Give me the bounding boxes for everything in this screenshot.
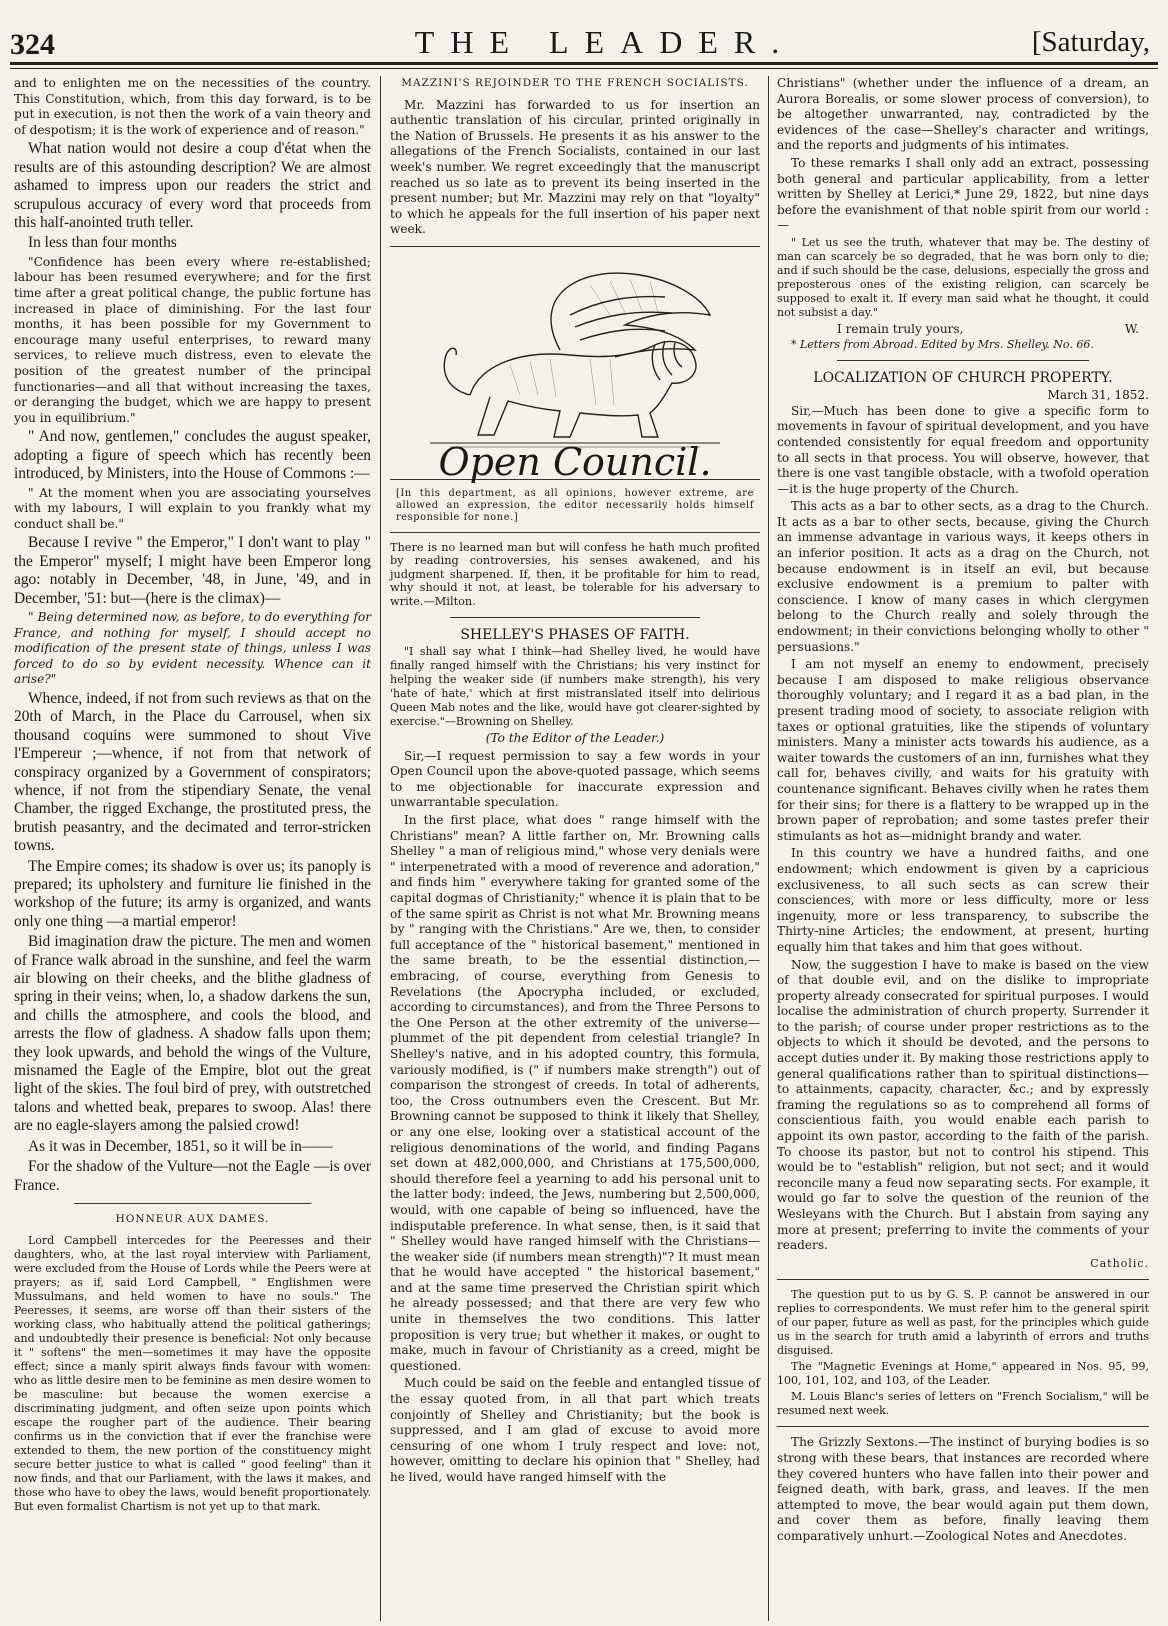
paragraph: In less than four months <box>28 234 177 252</box>
paragraph: "Confidence has been every where re-established; labour has been resumed everywhere; and for the first time after a great political change, the public fortune has increased in place of diminishing. For the last four months, it has been possible for my Government to encourage many useful enterprises, to reward many services, to relieve much distress, even to elevate the position of the greatest number of the principal functionaries—and all that without increasing the taxes, or deranging the budget, which we are happy to present you in equilibrium." <box>14 254 371 425</box>
winged-lion-illustration <box>410 255 740 455</box>
header-rule-thin <box>10 68 1158 69</box>
paragraph: Sir,—Much has been done to give a specific form to movements in favour of spiritual development, and you have contended consistently for equal freedom and opportunity to all sects in that process. You will observe, however, that there is one vast tangible obstacle, with a twofold operation—it is the huge property of the Church. <box>777 403 1149 496</box>
column-divider-2 <box>768 76 769 1621</box>
section-rule <box>390 246 760 247</box>
paragraph: Bid imagination draw the picture. The men and women of France walk abroad in the sunshine, and feel the warm air blowing on their cheeks, and the blithe gladness of spring in their veins; when, lo, a shadow darkens the sun, and chills the atmosphere, and cools the blood, and arrests the flow of gladness. A shadow falls upon them; they look upwards, and behold the wings of the Vulture, misnamed the Eagle of the Empire, blot out the great light of the skies. The foul bird of prey, with outstretched talons and whetted beak, prepares to swoop. Alas! there are no eagle-slayers among the palsied crowd! <box>14 933 371 1135</box>
paragraph: I am not myself an enemy to endowment, precisely because I am disposed to make religious observance thoroughly voluntary; and I regard it as a bad plan, in the present trading mood of society, to associate religion with taxes or optional gratuities, like the stipends of voluntary ministers. Many a minister acts towards his audience, as a waiter towards the customers of an inn, furnishes what they call for, behaves civilly, and waits for his gratuity with countenance significant. Behaves civilly when he rates them for their sins; for there is a flattery to be wrapped up in the brown paper of reprobation; and some tastes prefer their stimulants as hot as—midnight brandy and water. <box>777 657 1149 843</box>
paragraph: " At the moment when you are associating yourselves with my labours, I will explain to you frankly what my conduct shall be." <box>14 485 371 531</box>
open-council-title: Open Council. <box>438 439 712 484</box>
paragraph: " And now, gentlemen," concludes the august speaker, adopting a figure of speech which has recently been introduced, by Ministers, into the House of Commons :— <box>14 428 371 483</box>
column-divider-1 <box>380 76 381 1621</box>
paragraph: This acts as a bar to other sects, as a drag to the Church. It acts as a bar to other sects, because, giving the Church an immense advantage in various ways, it keeps others in an inferior position. It acts as a drag on the Church, not because endowment is in itself an evil, but because exclusive endowment is a premium to palter with conscience. I know of many cases in which clergymen belong to the Church really and solely through the endowment; in their convictions belonging wholly to other " persuasions." <box>777 499 1149 654</box>
page-header <box>0 0 1168 70</box>
signoff <box>777 322 1149 338</box>
section-rule <box>450 617 700 618</box>
letter-date: March 31, 1852. <box>1047 388 1149 403</box>
paragraph: Mr. Mazzini has forwarded to us for insertion an authentic translation of his circular, printed originally in the Nation of Brussels. He presents it as his answer to the allegations of the French Socialists, contained in our last week's number. We regret exceedingly that the manuscript reached us so late as to prevent its being inserted in the present number; but Mr. Mazzini may rely on that "loyalty" to which he appeals for the full insertion of his paper next week. <box>390 97 760 237</box>
paragraph: What nation would not desire a coup d'état when the results are of this astounding description? We are almost ashamed to impress upon our readers the strict and scrupulous accuracy of every word that proceeds from this half-anointed truth teller. <box>14 140 371 231</box>
notice: The question put to us by G. S. P. cannot be answered in our replies to correspondents. We must refer him to the general spirit of our paper, future as well as past, for the principles which guide us in the search for truth amid a labyrinth of errors and truths disguised. <box>777 1288 1149 1358</box>
letter-signature: Catholic. <box>1090 1256 1149 1270</box>
paragraph: In the first place, what does " range himself with the Christians" mean? A little farther on, Mr. Browning calls Shelley " a man of religious mind," whose very denials were " interpenetrated with a mood of reverence and adoration," and finds him " everywhere taking for granted some of the capital dogmas of Christianity;" whence it is plain that to be of the same spirit as Christ is not what Mr. Browning means by " ranging with the Christians." Are we, then, to consider full acceptance of the " historical basement," mentioned in the same breath, to be the essential distinction,—embracing, of course, everything from Genesis to Revelations (the Apocrypha included, or excluded, according to circumstances), and from the Three Persons to the One Person at the other extremity of the universe—plummet of the pit dependent from celestial triangle? In Shelley's native, and in his adopted country, this formula, variously modified, is (" if numbers make strength") out of comparison the strongest of creeds. In total of adherents, too, the Cross outnumbers even the Crescent. But Mr. Browning cannot be supposed to think it likely that Shelley, or any one else, looking over a statistical account of the religious denominations of the world, and finding Pagans set down at 482,000,000, and Christians at 175,500,000, should therefore feel a yearning to add his personal unit to the latter body: indeed, the Jews, numbering but 2,500,000, would, with one capable of being so influenced, have the indisputable preference. In what sense, then, is it said that " Shelley would have ranged himself with the Christians—the weaker side (if numbers mean strength)"? It must mean that he would have accepted " the historical basement," and at the same time preserved the Christian spirit which he already possessed; and that there are very few who unite in themselves the two conditions. This latter proposition is very true; but whether it makes, or ought to make, much in favour of Christianity as a creed, might be questioned. <box>390 813 760 1373</box>
paragraph: Whence, indeed, if not from such reviews as that on the 20th of March, in the Place du Carrousel, when six thousand coquins were summoned to shout Vive l'Empereur ;—whence, if not from that network of conspiracy organized by a Government of conspirators; whence, if not from the stipendiary Senate, the venal Chamber, the rigged Exchange, the prostituted press, the brutish peasantry, and the decimated and terror-stricken towns. <box>14 689 371 855</box>
paragraph: For the shadow of the Vulture—not the Eagle —is over France. <box>14 1158 371 1194</box>
paragraph: As it was in December, 1851, so it will be in—— <box>28 1137 333 1155</box>
paragraph: Sir,—I request permission to say a few words in your Open Council upon the above-quoted passage, which seems to me objectionable for inaccurate expression and unwarrantable speculation. <box>390 748 760 810</box>
paragraph: " Being determined now, as before, to do everything for France, and nothing for myself, I should accept no modification of the present state of things, unless I was forced to do so by evident necessity. Whence can it arise?" <box>14 609 371 687</box>
page-number: 324 <box>10 28 55 61</box>
section-rule <box>777 1426 1149 1427</box>
paragraph: Christians" (whether under the influence of a dream, an Aurora Borealis, or some slower process of conversion), to be altogether unwarranted, nay, contradicted by the evidences of the case—Shelley's character and writings, and the reports and judgments of his intimates. <box>777 76 1149 153</box>
paragraph: In this country we have a hundred faiths, and one endowment; which endowment is given by a capricious exclusiveness, to all such sects as can screw their consciences, with more or less difficulty, more or less ingenuity, more or less transparency, to subscribe the Thirty-nine Articles; the endowment, at present, hurting equally him that takes and him that goes without. <box>777 846 1149 954</box>
section-heading: LOCALIZATION OF CHURCH PROPERTY. <box>813 369 1113 386</box>
paragraph: Because I revive " the Emperor," I don't want to play " the Emperor" myself; I might have been Emperor long ago: notably in December, '48, in June, '49, and in December, '51: but—(here is the climax)— <box>14 534 371 607</box>
paragraph: Much could be said on the feeble and entangled tissue of the essay quoted from, in all that part which treats conjointly of Shelley and Christianity; but the book is suppressed, and I am glad of excuse to avoid more censuring of one whom I truly respect and love: not, however, omitting to declare his opinion that " Shelley, had he lived, would have ranged himself with the <box>390 1376 760 1484</box>
milton-motto: There is no learned man but will confess he hath much profited by reading controversies, his senses awakened, and his judgment sharpened. If, then, it be profitable for him to read, why should it not, at least, be tolerable for his adversary to write.—Milton. <box>390 540 760 608</box>
signature: W. <box>1124 321 1139 336</box>
section-heading: HONNEUR AUX DAMES. <box>115 1212 270 1225</box>
paragraph: To these remarks I shall only add an extract, possessing both general and particular applicability, from a letter written by Shelley at Lerici,* June 29, 1822, but nine days before the evanishment of that noble spirit from our world :— <box>777 155 1149 233</box>
paragraph: The Empire comes; its shadow is over us; its panoply is prepared; its upholstery and furniture lie finished in the workshop of the future; its army is organized, and wants only one thing —a martial emperor! <box>14 857 371 930</box>
section-heading: SHELLEY'S PHASES OF FAITH. <box>460 626 690 643</box>
notice: M. Louis Blanc's series of letters on "French Socialism," will be resumed next week. <box>777 1390 1149 1418</box>
column-3 <box>777 76 1149 1547</box>
section-rule <box>777 1279 1149 1280</box>
section-rule <box>390 532 760 533</box>
section-rule <box>837 360 1089 361</box>
column-2 <box>390 76 760 1488</box>
salutation: (To the Editor of the Leader.) <box>485 731 665 746</box>
column-1 <box>14 76 371 1516</box>
paragraph: Lord Campbell intercedes for the Peeresses and their daughters, who, at the last royal interview with Parliament, were excluded from the House of Lords while the Peers were at prayers; as if, said Lord Campbell, " Englishmen were Mussulmans, and held women to have no souls." The Peeresses, it seems, are worse off than their sisters of the working class, who habitually attend the political gatherings; and undoubtedly their presence is beneficial: Not only because it " softens" the men—sometimes it may have the opposite effect; since a manly spirit always finds favour with women: who as little desire men to be feminine as men desire women to be masculine: but because the women exercise a discriminating judgment, and often seize upon points which escape the rougher part of the audience. Their bearing confirms us in the conviction that if ever the franchise were extended to them, the new portion of the constituency might secure better justice to what is called " good feeling" than it now finds, and that our Parliament, with the laws it makes, and those who have to obey the laws, would benefit proportionately. But even formalist Chartism is not yet up to that mark. <box>14 1233 371 1513</box>
disclaimer: [In this department, as all opinions, however extreme, are allowed an expression, the editor necessarily holds himself responsible for none.] <box>396 487 754 523</box>
section-heading: MAZZINI'S REJOINDER TO THE FRENCH SOCIALISTS. <box>401 77 749 89</box>
notice: The "Magnetic Evenings at Home," appeared in Nos. 95, 99, 100, 101, 102, and 103, of the Leader. <box>777 1360 1149 1388</box>
section-rule <box>74 1203 311 1204</box>
block-quote: " Let us see the truth, whatever that may be. The destiny of man can scarcely be so degraded, that he was born only to die; and if such should be the case, delusions, especially the gross and preposterous ones of the existing religion, can scarcely be supposed to exalt it. If every man said what he thought, it could not subsist a day." <box>777 235 1149 319</box>
paragraph: and to enlighten me on the necessities of the country. This Constitution, which, from this day forward, is to be put in execution, is not then the work of a vain theory and of despotism; it is the work of experience and of reason." <box>14 76 371 137</box>
paragraph: Now, the suggestion I have to make is based on the view of that double evil, and on the dislike to impropriate property already consecrated for spiritual purposes. I would localise the administration of church property. Surrender it to the parish; of course under proper restrictions as to the objects to which it should be devoted, and the persons to accept duties under it. By making those restrictions apply to general qualifications rather than to spiritual distinctions—to attainments, capacity, character, &c.; and by expressly framing the regulations so as to comprehend all forms of conscientious faith, you would enable each parish to appoint its own pastor, according to the faith of the parish. To choose its pastor, but not to control his stipend. This would be to "establish" religion, but not sect; and it would reconcile many a feud now separating sects. For example, it would go far to solve the question of the reunion of the Wesleyans with the Church. But I abstain from saying any more at present; preferring to invite the comments of your readers. <box>777 957 1149 1253</box>
masthead: THE LEADER. <box>414 24 796 60</box>
closing: I remain truly yours, <box>837 321 964 336</box>
header-day: [Saturday, <box>1031 26 1150 58</box>
header-rule-thick <box>10 62 1158 65</box>
paragraph: The Grizzly Sextons.—The instinct of burying bodies is so strong with these bears, that instances are recorded where they covered hunters who have fallen into their power and feigned death, with bark, grass, and leaves. If the men attempted to move, the bear would again put them down, and cover them as before, finally leaving them comparatively unhurt.—Zoological Notes and Anecdotes. <box>777 1435 1149 1543</box>
epigraph: "I shall say what I think—had Shelley lived, he would have finally ranged himself with the Christians; his very instinct for helping the weaker side (if numbers make strength), his very 'hate of hate,' which at first mistranslated itself into delirious Queen Mab notes and the like, would have got clearer-sighted by exercise."—Browning on Shelley. <box>390 645 760 729</box>
footnote: * Letters from Abroad. Edited by Mrs. Shelley. No. 66. <box>791 337 1094 351</box>
